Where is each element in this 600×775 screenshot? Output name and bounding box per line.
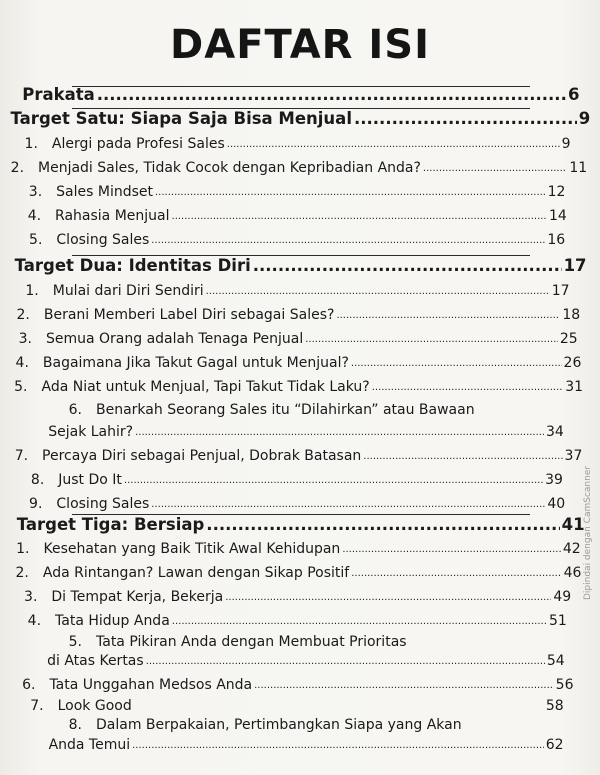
- section-title: Target Dua: Identitas Diri: [14, 256, 251, 275]
- page-number: 39: [545, 472, 563, 488]
- toc-item: [0, 613, 600, 629]
- page-number: 31: [565, 379, 584, 395]
- item-number: 4.: [15, 355, 29, 371]
- toc-item: [0, 355, 600, 371]
- item-number: 1.: [24, 136, 38, 152]
- page-number: 58: [545, 698, 564, 714]
- toc-item: [0, 307, 600, 323]
- item-number: 1.: [25, 283, 39, 299]
- page-number: 9: [561, 136, 571, 152]
- toc-item: [0, 677, 600, 693]
- page-number: 62: [545, 737, 564, 753]
- item-number: 7.: [14, 448, 29, 464]
- toc-item: [0, 160, 600, 176]
- page-number: 9: [578, 109, 591, 128]
- item-title: Look Good: [57, 698, 132, 714]
- item-number: 6.: [68, 402, 82, 418]
- section-title: Target Satu: Siapa Saja Bisa Menjual: [10, 109, 352, 128]
- toc-item: [0, 402, 600, 418]
- item-title: Alergi pada Profesi Sales: [51, 136, 225, 152]
- toc-item: [0, 634, 600, 650]
- toc-item: [0, 589, 600, 605]
- item-title: Rahasia Menjual: [55, 208, 170, 224]
- toc-item: [0, 565, 600, 581]
- item-number: 7.: [30, 698, 44, 714]
- item-title: Closing Sales: [56, 232, 150, 248]
- page-number: 46: [563, 565, 582, 581]
- toc-item-continuation: [0, 737, 600, 753]
- toc-section: [0, 256, 600, 275]
- section-title: Target Tiga: Bersiap: [16, 515, 205, 534]
- page-number: 12: [547, 184, 566, 200]
- toc-item-continuation: [0, 653, 600, 669]
- item-number: 6.: [22, 677, 36, 693]
- page-number: 11: [569, 160, 588, 176]
- item-number: 1.: [16, 541, 30, 557]
- toc-section: [0, 85, 600, 104]
- item-title: Tata Unggahan Medsos Anda: [49, 677, 253, 693]
- item-title-line2: Anda Temui: [48, 737, 131, 753]
- toc-item: [0, 232, 600, 248]
- toc-item: [0, 472, 600, 488]
- item-number: 8.: [68, 717, 82, 733]
- item-number: 4.: [27, 613, 42, 629]
- item-number: 8.: [30, 472, 45, 488]
- section-title: Prakata: [22, 85, 95, 104]
- toc-item: [0, 184, 600, 200]
- item-title: Mulai dari Diri Sendiri: [52, 283, 204, 299]
- page-number: 51: [548, 613, 567, 629]
- item-title: Just Do It: [58, 472, 122, 488]
- item-title: Percaya Diri sebagai Penjual, Dobrak Batasan: [42, 448, 362, 464]
- page-number: 17: [551, 283, 570, 299]
- toc-section: [0, 515, 600, 534]
- item-number: 4.: [27, 208, 42, 224]
- toc-item: [0, 208, 600, 224]
- page-number: 34: [545, 424, 564, 440]
- page-number: 40: [547, 496, 566, 512]
- page-number: 41: [561, 515, 585, 534]
- item-title: Berani Memberi Label Diri sebagai Sales?: [43, 307, 335, 323]
- toc-section: [0, 109, 600, 128]
- toc-item: [0, 448, 600, 464]
- item-title: Ada Niat untuk Menjual, Tapi Takut Tidak Laku?: [41, 379, 370, 395]
- item-number: 2.: [15, 565, 29, 581]
- item-number: 2.: [16, 307, 30, 323]
- page-number: 42: [562, 541, 581, 557]
- item-title: Kesehatan yang Baik Titik Awal Kehidupan: [43, 541, 341, 557]
- page-title: DAFTAR ISI: [170, 22, 430, 68]
- toc-item: [0, 331, 600, 347]
- item-number: 9.: [29, 496, 43, 512]
- toc-item: [0, 136, 600, 152]
- item-number: 3.: [18, 331, 32, 347]
- item-title: Tata Pikiran Anda dengan Membuat Prioritas: [96, 634, 407, 650]
- page-number: 54: [546, 653, 565, 669]
- scanner-watermark: Dipindai dengan CamScanner: [583, 465, 593, 600]
- toc-item: [0, 496, 600, 512]
- page-number: 16: [547, 232, 566, 248]
- item-title: Bagaimana Jika Takut Gagal untuk Menjual?: [42, 355, 349, 371]
- item-number: 5.: [29, 232, 43, 248]
- toc-item: [0, 698, 600, 714]
- page-number: 6: [568, 85, 580, 104]
- toc-item: [0, 283, 600, 299]
- page-number: 26: [563, 355, 582, 371]
- item-number: 5.: [14, 379, 28, 395]
- page-number: 37: [564, 448, 583, 464]
- page-number: 49: [553, 589, 572, 605]
- toc-item: [0, 541, 600, 557]
- item-title: Di Tempat Kerja, Bekerja: [51, 589, 224, 605]
- item-number: 3.: [28, 184, 43, 200]
- item-title: Ada Rintangan? Lawan dengan Sikap Positif: [42, 565, 350, 581]
- toc-item-continuation: [0, 424, 600, 440]
- item-title: Semua Orang adalah Tenaga Penjual: [45, 331, 304, 347]
- item-title: Dalam Berpakaian, Pertimbangkan Siapa yang Akan: [96, 717, 462, 733]
- page-number: 17: [563, 256, 587, 275]
- toc-item: [0, 717, 600, 733]
- item-number: 5.: [68, 634, 82, 650]
- item-number: 3.: [24, 589, 38, 605]
- item-title: Menjadi Sales, Tidak Cocok dengan Kepribadian Anda?: [38, 160, 421, 176]
- toc-item: [0, 379, 600, 395]
- page-number: 25: [559, 331, 578, 347]
- item-title: Closing Sales: [56, 496, 150, 512]
- page-number: 14: [548, 208, 567, 224]
- item-title: Benarkah Seorang Sales itu “Dilahirkan” atau Bawaan: [96, 402, 475, 418]
- item-title-line2: Sejak Lahir?: [48, 424, 134, 440]
- item-title-line2: di Atas Kertas: [47, 653, 144, 669]
- page-number: 18: [562, 307, 581, 323]
- item-title: Tata Hidup Anda: [55, 613, 170, 629]
- item-number: 2.: [10, 160, 25, 176]
- page-number: 56: [555, 677, 574, 693]
- item-title: Sales Mindset: [56, 184, 153, 200]
